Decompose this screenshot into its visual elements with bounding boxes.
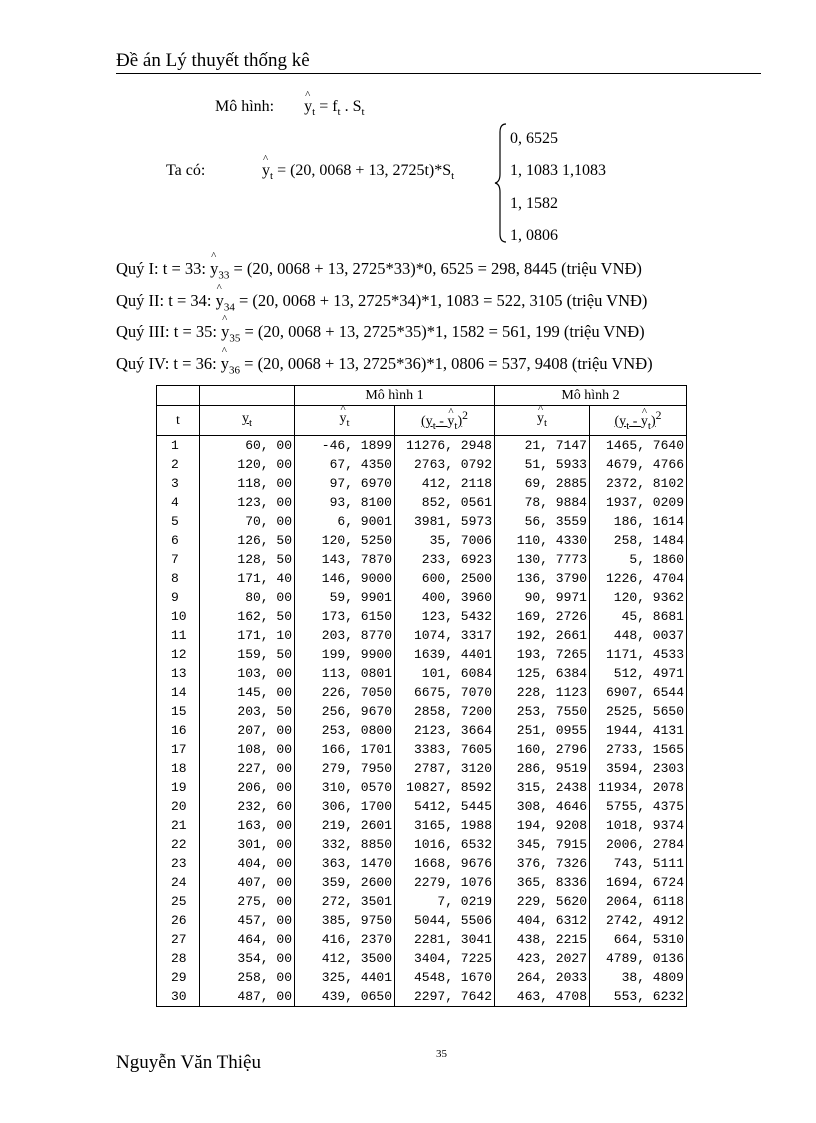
cell-t: 9 xyxy=(157,588,200,607)
s-value-2: 1, 1083 1,1083 xyxy=(510,162,606,179)
cell-t: 1 xyxy=(157,436,200,456)
quarter-4 xyxy=(116,354,653,376)
col-err-2-yhat: ^ y xyxy=(641,412,648,431)
cell-yhat-2: 21, 7147 xyxy=(495,436,590,456)
cell-yhat-2: 228, 1123 xyxy=(495,683,590,702)
cell-yhat-1: 416, 2370 xyxy=(295,930,395,949)
cell-yhat-2: 160, 2796 xyxy=(495,740,590,759)
cell-t: 27 xyxy=(157,930,200,949)
cell-err-2: 2742, 4912 xyxy=(590,911,687,930)
col-yhat-1 xyxy=(295,406,395,436)
cell-err-1: 400, 3960 xyxy=(395,588,495,607)
cell-yhat-1: 120, 5250 xyxy=(295,531,395,550)
cell-yhat-1: -46, 1899 xyxy=(295,436,395,456)
cell-yhat-1: 199, 9900 xyxy=(295,645,395,664)
col-y-letter: y xyxy=(241,410,249,426)
taco-yhat: ^ y xyxy=(262,162,270,180)
cell-err-2: 2372, 8102 xyxy=(590,474,687,493)
col-err-2-mid: - xyxy=(629,413,641,429)
table-row xyxy=(157,987,687,1007)
cell-err-1: 1016, 6532 xyxy=(395,835,495,854)
cell-y: 227, 00 xyxy=(200,759,295,778)
cell-err-1: 233, 6923 xyxy=(395,550,495,569)
col-yhat-2-sub: t xyxy=(543,416,548,429)
cell-yhat-1: 279, 7950 xyxy=(295,759,395,778)
cell-y: 118, 00 xyxy=(200,474,295,493)
model-tail-sub: t xyxy=(361,106,365,119)
cell-t: 30 xyxy=(157,987,200,1007)
table-body xyxy=(157,436,687,1007)
cell-err-2: 6907, 6544 xyxy=(590,683,687,702)
cell-err-1: 5412, 5445 xyxy=(395,797,495,816)
cell-y: 145, 00 xyxy=(200,683,295,702)
cell-yhat-1: 113, 0801 xyxy=(295,664,395,683)
cell-err-2: 743, 5111 xyxy=(590,854,687,873)
table-row xyxy=(157,911,687,930)
taco-formula-sub: t xyxy=(451,170,455,183)
table-row xyxy=(157,474,687,493)
cell-t: 22 xyxy=(157,835,200,854)
model-rhs-sub: t xyxy=(337,106,341,119)
cell-y: 207, 00 xyxy=(200,721,295,740)
cell-y: 171, 40 xyxy=(200,569,295,588)
cell-err-1: 4548, 1670 xyxy=(395,968,495,987)
cell-yhat-2: 90, 9971 xyxy=(495,588,590,607)
s-value-3: 1, 1582 xyxy=(510,195,558,212)
taco-formula: = (20, 0068 + 13, 2725t)*S xyxy=(273,162,452,179)
quarter-1-prefix: Quý I: t = 33: xyxy=(116,259,211,278)
table-row xyxy=(157,702,687,721)
cell-yhat-2: 253, 7550 xyxy=(495,702,590,721)
table-row xyxy=(157,531,687,550)
table-row xyxy=(157,949,687,968)
cell-t: 23 xyxy=(157,854,200,873)
quarter-3-yhat: ^ y xyxy=(221,322,229,342)
cell-yhat-2: 192, 2661 xyxy=(495,626,590,645)
cell-err-1: 3981, 5973 xyxy=(395,512,495,531)
cell-y: 103, 00 xyxy=(200,664,295,683)
cell-yhat-1: 306, 1700 xyxy=(295,797,395,816)
data-table xyxy=(156,385,687,1007)
cell-yhat-1: 359, 2600 xyxy=(295,873,395,892)
table-row xyxy=(157,854,687,873)
cell-err-1: 2297, 7642 xyxy=(395,987,495,1007)
model-yhat: ^ y xyxy=(304,98,312,116)
cell-y: 275, 00 xyxy=(200,892,295,911)
cell-y: 171, 10 xyxy=(200,626,295,645)
cell-yhat-2: 438, 2215 xyxy=(495,930,590,949)
cell-err-2: 4679, 4766 xyxy=(590,455,687,474)
cell-err-1: 3383, 7605 xyxy=(395,740,495,759)
cell-err-1: 1074, 3317 xyxy=(395,626,495,645)
cell-t: 19 xyxy=(157,778,200,797)
cell-yhat-2: 169, 2726 xyxy=(495,607,590,626)
cell-err-2: 1694, 6724 xyxy=(590,873,687,892)
cell-err-1: 1639, 4401 xyxy=(395,645,495,664)
taco-label: Ta có: xyxy=(166,162,206,179)
header-blank-1 xyxy=(157,386,200,406)
cell-yhat-2: 376, 7326 xyxy=(495,854,590,873)
table-row xyxy=(157,816,687,835)
cell-t: 18 xyxy=(157,759,200,778)
model-tail: . S xyxy=(340,98,362,115)
cell-err-2: 1944, 4131 xyxy=(590,721,687,740)
cell-err-1: 11276, 2948 xyxy=(395,436,495,456)
cell-err-1: 2787, 3120 xyxy=(395,759,495,778)
cell-yhat-2: 423, 2027 xyxy=(495,949,590,968)
cell-yhat-1: 219, 2601 xyxy=(295,816,395,835)
cell-err-1: 3165, 1988 xyxy=(395,816,495,835)
cell-err-1: 2763, 0792 xyxy=(395,455,495,474)
cell-y: 120, 00 xyxy=(200,455,295,474)
cell-t: 10 xyxy=(157,607,200,626)
cell-err-1: 101, 6084 xyxy=(395,664,495,683)
cell-err-2: 3594, 2303 xyxy=(590,759,687,778)
cell-err-2: 2525, 5650 xyxy=(590,702,687,721)
cell-err-2: 11934, 2078 xyxy=(590,778,687,797)
cell-t: 3 xyxy=(157,474,200,493)
cell-yhat-1: 203, 8770 xyxy=(295,626,395,645)
table-row xyxy=(157,493,687,512)
table-row xyxy=(157,607,687,626)
cell-err-2: 2733, 1565 xyxy=(590,740,687,759)
col-err-1 xyxy=(395,406,495,436)
s-value-4: 1, 0806 xyxy=(510,227,558,244)
cell-err-1: 123, 5432 xyxy=(395,607,495,626)
cell-yhat-2: 125, 6384 xyxy=(495,664,590,683)
col-err-1-mid: - xyxy=(435,413,448,429)
cell-yhat-1: 310, 0570 xyxy=(295,778,395,797)
cell-y: 163, 00 xyxy=(200,816,295,835)
model-line xyxy=(215,98,365,118)
cell-err-2: 1465, 7640 xyxy=(590,436,687,456)
cell-t: 8 xyxy=(157,569,200,588)
cell-t: 2 xyxy=(157,455,200,474)
cell-yhat-1: 6, 9001 xyxy=(295,512,395,531)
cell-y: 404, 00 xyxy=(200,854,295,873)
table-row xyxy=(157,797,687,816)
col-err-2-sub1: t xyxy=(626,419,630,432)
cell-err-1: 2279, 1076 xyxy=(395,873,495,892)
cell-t: 5 xyxy=(157,512,200,531)
quarter-2 xyxy=(116,291,647,313)
brace-icon xyxy=(494,122,508,244)
cell-err-2: 2064, 6118 xyxy=(590,892,687,911)
cell-y: 128, 50 xyxy=(200,550,295,569)
col-yhat-2 xyxy=(495,406,590,436)
cell-err-2: 186, 1614 xyxy=(590,512,687,531)
cell-y: 80, 00 xyxy=(200,588,295,607)
col-err-1-open: (y xyxy=(421,413,433,429)
col-y-sub: t xyxy=(248,416,253,429)
cell-err-2: 45, 8681 xyxy=(590,607,687,626)
cell-yhat-1: 332, 8850 xyxy=(295,835,395,854)
cell-yhat-1: 173, 6150 xyxy=(295,607,395,626)
cell-err-1: 10827, 8592 xyxy=(395,778,495,797)
cell-yhat-2: 130, 7773 xyxy=(495,550,590,569)
cell-t: 11 xyxy=(157,626,200,645)
cell-t: 24 xyxy=(157,873,200,892)
cell-yhat-2: 365, 8336 xyxy=(495,873,590,892)
cell-t: 17 xyxy=(157,740,200,759)
model-yhat-sub: t xyxy=(312,106,316,119)
cell-yhat-1: 412, 3500 xyxy=(295,949,395,968)
cell-yhat-1: 272, 3501 xyxy=(295,892,395,911)
col-err-2-sup: 2 xyxy=(655,409,662,422)
cell-t: 25 xyxy=(157,892,200,911)
cell-y: 301, 00 xyxy=(200,835,295,854)
model-label: Mô hình: xyxy=(215,98,275,115)
cell-yhat-1: 253, 0800 xyxy=(295,721,395,740)
cell-y: 108, 00 xyxy=(200,740,295,759)
cell-y: 126, 50 xyxy=(200,531,295,550)
table-row xyxy=(157,569,687,588)
cell-err-2: 512, 4971 xyxy=(590,664,687,683)
cell-yhat-1: 59, 9901 xyxy=(295,588,395,607)
cell-yhat-2: 136, 3790 xyxy=(495,569,590,588)
col-err-2-close: ) xyxy=(650,413,656,429)
s-value-1: 0, 6525 xyxy=(510,130,558,147)
table-row xyxy=(157,455,687,474)
quarter-1-yhat: ^ y xyxy=(210,259,218,279)
table-column-header xyxy=(157,406,687,436)
cell-t: 20 xyxy=(157,797,200,816)
cell-err-1: 2281, 3041 xyxy=(395,930,495,949)
cell-y: 232, 60 xyxy=(200,797,295,816)
cell-yhat-1: 146, 9000 xyxy=(295,569,395,588)
cell-y: 258, 00 xyxy=(200,968,295,987)
cell-yhat-1: 166, 1701 xyxy=(295,740,395,759)
table-row xyxy=(157,588,687,607)
cell-yhat-1: 256, 9670 xyxy=(295,702,395,721)
cell-err-2: 4789, 0136 xyxy=(590,949,687,968)
cell-err-1: 2858, 7200 xyxy=(395,702,495,721)
header-title: Đề án Lý thuyết thống kê xyxy=(116,50,310,71)
table-row xyxy=(157,664,687,683)
quarter-4-prefix: Quý IV: t = 36: xyxy=(116,354,221,373)
cell-err-2: 553, 6232 xyxy=(590,987,687,1007)
table-row xyxy=(157,892,687,911)
cell-err-2: 120, 9362 xyxy=(590,588,687,607)
header-rule xyxy=(116,73,761,74)
quarter-3 xyxy=(116,322,645,344)
cell-err-2: 258, 1484 xyxy=(590,531,687,550)
cell-yhat-2: 51, 5933 xyxy=(495,455,590,474)
cell-t: 7 xyxy=(157,550,200,569)
cell-err-2: 5755, 4375 xyxy=(590,797,687,816)
group-model-2: Mô hình 2 xyxy=(495,386,687,406)
cell-t: 4 xyxy=(157,493,200,512)
cell-yhat-2: 251, 0955 xyxy=(495,721,590,740)
col-t: t xyxy=(157,406,200,436)
cell-yhat-1: 439, 0650 xyxy=(295,987,395,1007)
quarter-4-yhat: ^ y xyxy=(221,354,229,374)
cell-yhat-2: 69, 2885 xyxy=(495,474,590,493)
cell-yhat-1: 143, 7870 xyxy=(295,550,395,569)
footer-author: Nguyễn Văn Thiệu xyxy=(116,1052,261,1073)
cell-y: 487, 00 xyxy=(200,987,295,1007)
cell-t: 21 xyxy=(157,816,200,835)
table-row xyxy=(157,968,687,987)
table-row xyxy=(157,759,687,778)
cell-y: 354, 00 xyxy=(200,949,295,968)
cell-err-1: 600, 2500 xyxy=(395,569,495,588)
quarter-1-rest: = (20, 0068 + 13, 2725*33)*0, 6525 = 298, 8445 (triệu VNĐ) xyxy=(229,259,642,278)
cell-y: 70, 00 xyxy=(200,512,295,531)
col-err-2-open: (y xyxy=(614,413,627,429)
table-row xyxy=(157,740,687,759)
cell-yhat-1: 325, 4401 xyxy=(295,968,395,987)
cell-y: 159, 50 xyxy=(200,645,295,664)
table-row xyxy=(157,721,687,740)
cell-yhat-2: 194, 9208 xyxy=(495,816,590,835)
cell-err-2: 1226, 4704 xyxy=(590,569,687,588)
quarter-3-sub: 35 xyxy=(229,332,241,345)
cell-err-1: 35, 7006 xyxy=(395,531,495,550)
cell-t: 15 xyxy=(157,702,200,721)
quarter-4-rest: = (20, 0068 + 13, 2725*36)*1, 0806 = 537, 9408 (triệu VNĐ) xyxy=(240,354,653,373)
quarter-3-rest: = (20, 0068 + 13, 2725*35)*1, 1582 = 561, 199 (triệu VNĐ) xyxy=(240,322,645,341)
col-err-1-yhat: ^ y xyxy=(447,412,454,431)
quarter-2-yhat: ^ y xyxy=(216,291,224,311)
cell-err-1: 6675, 7070 xyxy=(395,683,495,702)
table-row xyxy=(157,778,687,797)
cell-yhat-1: 385, 9750 xyxy=(295,911,395,930)
quarter-1-sub: 33 xyxy=(218,269,230,282)
col-yhat-2-letter: ^ y xyxy=(537,409,544,428)
col-y xyxy=(200,406,295,436)
cell-err-1: 5044, 5506 xyxy=(395,911,495,930)
cell-yhat-2: 308, 4646 xyxy=(495,797,590,816)
col-yhat-1-sub: t xyxy=(346,416,350,429)
table-row xyxy=(157,930,687,949)
quarter-2-rest: = (20, 0068 + 13, 2725*34)*1, 1083 = 522, 3105 (triệu VNĐ) xyxy=(234,291,648,310)
cell-t: 12 xyxy=(157,645,200,664)
model-rhs: = f xyxy=(315,98,338,115)
cell-t: 26 xyxy=(157,911,200,930)
cell-y: 60, 00 xyxy=(200,436,295,456)
table-row xyxy=(157,683,687,702)
cell-yhat-2: 345, 7915 xyxy=(495,835,590,854)
cell-err-2: 2006, 2784 xyxy=(590,835,687,854)
cell-err-1: 2123, 3664 xyxy=(395,721,495,740)
cell-yhat-2: 110, 4330 xyxy=(495,531,590,550)
quarter-2-sub: 34 xyxy=(223,301,235,314)
taco-formula-line xyxy=(262,162,454,182)
quarter-3-prefix: Quý III: t = 35: xyxy=(116,322,222,341)
table-row xyxy=(157,436,687,456)
col-err-2 xyxy=(590,406,687,436)
cell-yhat-1: 67, 4350 xyxy=(295,455,395,474)
cell-err-1: 7, 0219 xyxy=(395,892,495,911)
cell-err-2: 1937, 0209 xyxy=(590,493,687,512)
cell-err-1: 3404, 7225 xyxy=(395,949,495,968)
cell-err-2: 664, 5310 xyxy=(590,930,687,949)
table-row xyxy=(157,512,687,531)
cell-yhat-2: 78, 9884 xyxy=(495,493,590,512)
cell-y: 457, 00 xyxy=(200,911,295,930)
cell-y: 203, 50 xyxy=(200,702,295,721)
quarter-1 xyxy=(116,259,642,281)
cell-y: 464, 00 xyxy=(200,930,295,949)
col-err-1-sup: 2 xyxy=(462,409,468,422)
cell-yhat-1: 363, 1470 xyxy=(295,854,395,873)
cell-yhat-1: 97, 6970 xyxy=(295,474,395,493)
cell-err-1: 852, 0561 xyxy=(395,493,495,512)
cell-t: 29 xyxy=(157,968,200,987)
cell-yhat-2: 315, 2438 xyxy=(495,778,590,797)
cell-y: 162, 50 xyxy=(200,607,295,626)
cell-t: 16 xyxy=(157,721,200,740)
cell-yhat-2: 229, 5620 xyxy=(495,892,590,911)
page-number: 35 xyxy=(436,1048,447,1060)
cell-yhat-2: 193, 7265 xyxy=(495,645,590,664)
cell-y: 407, 00 xyxy=(200,873,295,892)
cell-y: 206, 00 xyxy=(200,778,295,797)
cell-t: 13 xyxy=(157,664,200,683)
cell-yhat-2: 404, 6312 xyxy=(495,911,590,930)
table-group-header xyxy=(157,386,687,406)
table-row xyxy=(157,626,687,645)
cell-y: 123, 00 xyxy=(200,493,295,512)
cell-err-2: 448, 0037 xyxy=(590,626,687,645)
cell-yhat-2: 463, 4708 xyxy=(495,987,590,1007)
quarter-4-sub: 36 xyxy=(229,364,241,377)
cell-err-2: 5, 1860 xyxy=(590,550,687,569)
cell-yhat-1: 93, 8100 xyxy=(295,493,395,512)
cell-err-2: 1171, 4533 xyxy=(590,645,687,664)
cell-err-1: 1668, 9676 xyxy=(395,854,495,873)
taco-yhat-sub: t xyxy=(270,170,274,183)
table-row xyxy=(157,835,687,854)
cell-yhat-2: 286, 9519 xyxy=(495,759,590,778)
group-model-1: Mô hình 1 xyxy=(295,386,495,406)
cell-t: 6 xyxy=(157,531,200,550)
cell-yhat-2: 56, 3559 xyxy=(495,512,590,531)
table-row xyxy=(157,550,687,569)
cell-t: 14 xyxy=(157,683,200,702)
col-yhat-1-letter: ^ y xyxy=(339,409,346,428)
cell-t: 28 xyxy=(157,949,200,968)
header-blank-2 xyxy=(200,386,295,406)
cell-err-2: 1018, 9374 xyxy=(590,816,687,835)
table-row xyxy=(157,873,687,892)
cell-err-1: 412, 2118 xyxy=(395,474,495,493)
cell-yhat-1: 226, 7050 xyxy=(295,683,395,702)
quarter-2-prefix: Quý II: t = 34: xyxy=(116,291,216,310)
col-err-1-sub1: t xyxy=(432,419,436,432)
col-err-1-close: ) xyxy=(457,413,463,429)
cell-yhat-2: 264, 2033 xyxy=(495,968,590,987)
col-err-1-sub2: t xyxy=(454,419,458,432)
cell-err-2: 38, 4809 xyxy=(590,968,687,987)
table-row xyxy=(157,645,687,664)
col-err-2-sub2: t xyxy=(647,419,651,432)
